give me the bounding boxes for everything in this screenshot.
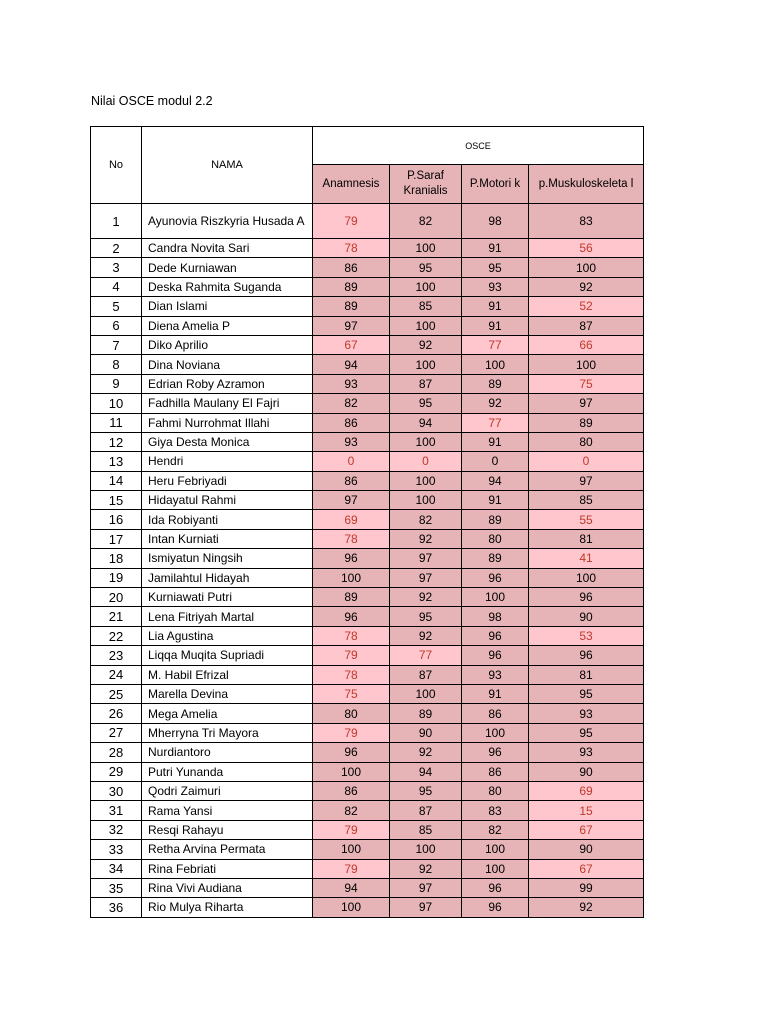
score-motorik: 91	[462, 432, 529, 451]
score-anamnesis: 97	[313, 316, 390, 335]
table-row	[91, 355, 644, 374]
score-anamnesis: 86	[313, 471, 390, 490]
row-number: 8	[91, 355, 142, 374]
score-saraf-kranialis: 97	[390, 568, 462, 587]
score-muskuloskeletal: 67	[529, 820, 644, 839]
row-number: 33	[91, 840, 142, 859]
table-row	[91, 452, 644, 471]
student-name: Heru Febriyadi	[142, 471, 313, 490]
table-row	[91, 277, 644, 296]
student-name: Ida Robiyanti	[142, 510, 313, 529]
score-anamnesis: 97	[313, 491, 390, 510]
score-motorik: 100	[462, 588, 529, 607]
row-number: 35	[91, 878, 142, 897]
score-anamnesis: 0	[313, 452, 390, 471]
score-anamnesis: 100	[313, 840, 390, 859]
score-saraf-kranialis: 100	[390, 316, 462, 335]
score-muskuloskeletal: 97	[529, 394, 644, 413]
score-saraf-kranialis: 95	[390, 781, 462, 800]
score-motorik: 91	[462, 684, 529, 703]
score-muskuloskeletal: 66	[529, 335, 644, 354]
student-name: Candra Novita Sari	[142, 239, 313, 258]
score-motorik: 95	[462, 258, 529, 277]
score-saraf-kranialis: 89	[390, 704, 462, 723]
score-muskuloskeletal: 41	[529, 549, 644, 568]
score-anamnesis: 100	[313, 898, 390, 917]
table-row	[91, 801, 644, 820]
student-name: Qodri Zaimuri	[142, 781, 313, 800]
row-number: 14	[91, 471, 142, 490]
score-anamnesis: 82	[313, 801, 390, 820]
table-row	[91, 510, 644, 529]
score-motorik: 0	[462, 452, 529, 471]
table-row	[91, 471, 644, 490]
row-number: 27	[91, 723, 142, 742]
row-number: 6	[91, 316, 142, 335]
score-muskuloskeletal: 15	[529, 801, 644, 820]
score-muskuloskeletal: 93	[529, 743, 644, 762]
header-saraf-kranialis: P.Saraf Kranialis	[390, 165, 462, 204]
score-motorik: 77	[462, 413, 529, 432]
table-body	[91, 204, 644, 918]
score-muskuloskeletal: 95	[529, 723, 644, 742]
student-name: Jamilahtul Hidayah	[142, 568, 313, 587]
score-anamnesis: 86	[313, 413, 390, 432]
score-anamnesis: 79	[313, 646, 390, 665]
score-saraf-kranialis: 87	[390, 801, 462, 820]
score-saraf-kranialis: 92	[390, 743, 462, 762]
student-name: Retha Arvina Permata	[142, 840, 313, 859]
score-saraf-kranialis: 92	[390, 529, 462, 548]
score-anamnesis: 100	[313, 762, 390, 781]
score-saraf-kranialis: 95	[390, 607, 462, 626]
student-name: Dede Kurniawan	[142, 258, 313, 277]
row-number: 1	[91, 204, 142, 239]
score-anamnesis: 96	[313, 743, 390, 762]
row-number: 7	[91, 335, 142, 354]
score-motorik: 94	[462, 471, 529, 490]
score-saraf-kranialis: 100	[390, 355, 462, 374]
table-row	[91, 413, 644, 432]
score-muskuloskeletal: 83	[529, 204, 644, 239]
score-motorik: 96	[462, 568, 529, 587]
student-name: Edrian Roby Azramon	[142, 374, 313, 393]
table-row	[91, 394, 644, 413]
score-muskuloskeletal: 81	[529, 665, 644, 684]
score-muskuloskeletal: 90	[529, 607, 644, 626]
row-number: 5	[91, 297, 142, 316]
score-motorik: 91	[462, 316, 529, 335]
score-muskuloskeletal: 96	[529, 588, 644, 607]
osce-score-table	[90, 126, 644, 918]
student-name: Intan Kurniati	[142, 529, 313, 548]
score-anamnesis: 78	[313, 626, 390, 645]
header-anamnesis: Anamnesis	[313, 165, 390, 204]
score-muskuloskeletal: 90	[529, 840, 644, 859]
student-name: Resqi Rahayu	[142, 820, 313, 839]
score-anamnesis: 86	[313, 781, 390, 800]
row-number: 30	[91, 781, 142, 800]
score-motorik: 93	[462, 665, 529, 684]
score-motorik: 86	[462, 762, 529, 781]
score-motorik: 100	[462, 723, 529, 742]
table-row	[91, 743, 644, 762]
table-row	[91, 239, 644, 258]
score-anamnesis: 78	[313, 665, 390, 684]
score-saraf-kranialis: 94	[390, 413, 462, 432]
student-name: Fadhilla Maulany El Fajri	[142, 394, 313, 413]
student-name: Dian Islami	[142, 297, 313, 316]
table-row	[91, 588, 644, 607]
table-row	[91, 840, 644, 859]
score-saraf-kranialis: 92	[390, 626, 462, 645]
student-name: Rio Mulya Riharta	[142, 898, 313, 917]
score-anamnesis: 96	[313, 549, 390, 568]
score-motorik: 83	[462, 801, 529, 820]
table-row	[91, 704, 644, 723]
student-name: Fahmi Nurrohmat Illahi	[142, 413, 313, 432]
table-row	[91, 258, 644, 277]
score-saraf-kranialis: 100	[390, 471, 462, 490]
score-muskuloskeletal: 80	[529, 432, 644, 451]
score-saraf-kranialis: 92	[390, 335, 462, 354]
score-saraf-kranialis: 100	[390, 684, 462, 703]
score-saraf-kranialis: 92	[390, 859, 462, 878]
score-anamnesis: 80	[313, 704, 390, 723]
student-name: Rina Vivi Audiana	[142, 878, 313, 897]
student-name: Diena Amelia P	[142, 316, 313, 335]
score-motorik: 89	[462, 549, 529, 568]
row-number: 17	[91, 529, 142, 548]
score-saraf-kranialis: 85	[390, 297, 462, 316]
table-row	[91, 762, 644, 781]
table-row	[91, 529, 644, 548]
score-muskuloskeletal: 92	[529, 898, 644, 917]
score-saraf-kranialis: 90	[390, 723, 462, 742]
student-name: Putri Yunanda	[142, 762, 313, 781]
row-number: 19	[91, 568, 142, 587]
score-anamnesis: 67	[313, 335, 390, 354]
score-muskuloskeletal: 92	[529, 277, 644, 296]
row-number: 16	[91, 510, 142, 529]
score-muskuloskeletal: 56	[529, 239, 644, 258]
score-saraf-kranialis: 100	[390, 491, 462, 510]
score-muskuloskeletal: 96	[529, 646, 644, 665]
score-muskuloskeletal: 100	[529, 258, 644, 277]
student-name: Deska Rahmita Suganda	[142, 277, 313, 296]
table-row	[91, 781, 644, 800]
table-row	[91, 549, 644, 568]
score-anamnesis: 86	[313, 258, 390, 277]
score-saraf-kranialis: 87	[390, 374, 462, 393]
score-saraf-kranialis: 82	[390, 204, 462, 239]
score-muskuloskeletal: 55	[529, 510, 644, 529]
score-motorik: 92	[462, 394, 529, 413]
row-number: 28	[91, 743, 142, 762]
score-saraf-kranialis: 100	[390, 239, 462, 258]
score-saraf-kranialis: 94	[390, 762, 462, 781]
score-saraf-kranialis: 95	[390, 258, 462, 277]
table-row	[91, 607, 644, 626]
table-row	[91, 374, 644, 393]
table-row	[91, 646, 644, 665]
score-anamnesis: 79	[313, 820, 390, 839]
score-motorik: 86	[462, 704, 529, 723]
score-motorik: 80	[462, 529, 529, 548]
row-number: 10	[91, 394, 142, 413]
table-row	[91, 568, 644, 587]
row-number: 31	[91, 801, 142, 820]
score-saraf-kranialis: 77	[390, 646, 462, 665]
student-name: Ayunovia Riszkyria Husada A	[142, 204, 313, 239]
header-no: No	[91, 127, 142, 204]
row-number: 32	[91, 820, 142, 839]
table-row	[91, 878, 644, 897]
score-anamnesis: 89	[313, 297, 390, 316]
row-number: 3	[91, 258, 142, 277]
student-name: M. Habil Efrizal	[142, 665, 313, 684]
score-saraf-kranialis: 97	[390, 898, 462, 917]
score-motorik: 80	[462, 781, 529, 800]
score-muskuloskeletal: 67	[529, 859, 644, 878]
score-saraf-kranialis: 87	[390, 665, 462, 684]
table-row	[91, 820, 644, 839]
score-anamnesis: 96	[313, 607, 390, 626]
row-number: 13	[91, 452, 142, 471]
score-motorik: 89	[462, 510, 529, 529]
score-motorik: 77	[462, 335, 529, 354]
score-muskuloskeletal: 0	[529, 452, 644, 471]
student-name: Giya Desta Monica	[142, 432, 313, 451]
table-row	[91, 335, 644, 354]
row-number: 34	[91, 859, 142, 878]
row-number: 36	[91, 898, 142, 917]
score-motorik: 93	[462, 277, 529, 296]
student-name: Kurniawati Putri	[142, 588, 313, 607]
student-name: Rina Febriati	[142, 859, 313, 878]
score-anamnesis: 78	[313, 239, 390, 258]
score-motorik: 96	[462, 898, 529, 917]
student-name: Dina Noviana	[142, 355, 313, 374]
score-muskuloskeletal: 93	[529, 704, 644, 723]
row-number: 23	[91, 646, 142, 665]
score-muskuloskeletal: 69	[529, 781, 644, 800]
table-row	[91, 898, 644, 917]
header-nama: NAMA	[142, 127, 313, 204]
student-name: Hidayatul Rahmi	[142, 491, 313, 510]
row-number: 29	[91, 762, 142, 781]
header-muskuloskeletal: p.Muskuloskeleta l	[529, 165, 644, 204]
score-motorik: 82	[462, 820, 529, 839]
row-number: 18	[91, 549, 142, 568]
row-number: 2	[91, 239, 142, 258]
score-muskuloskeletal: 100	[529, 568, 644, 587]
score-muskuloskeletal: 97	[529, 471, 644, 490]
score-muskuloskeletal: 87	[529, 316, 644, 335]
score-saraf-kranialis: 92	[390, 588, 462, 607]
row-number: 21	[91, 607, 142, 626]
score-muskuloskeletal: 53	[529, 626, 644, 645]
score-anamnesis: 100	[313, 568, 390, 587]
table-row	[91, 859, 644, 878]
student-name: Rama Yansi	[142, 801, 313, 820]
score-motorik: 96	[462, 878, 529, 897]
table-row	[91, 491, 644, 510]
student-name: Diko Aprilio	[142, 335, 313, 354]
score-muskuloskeletal: 85	[529, 491, 644, 510]
score-muskuloskeletal: 81	[529, 529, 644, 548]
score-muskuloskeletal: 90	[529, 762, 644, 781]
student-name: Lena Fitriyah Martal	[142, 607, 313, 626]
score-anamnesis: 93	[313, 374, 390, 393]
score-anamnesis: 89	[313, 588, 390, 607]
row-number: 20	[91, 588, 142, 607]
score-anamnesis: 79	[313, 723, 390, 742]
score-motorik: 100	[462, 840, 529, 859]
score-anamnesis: 94	[313, 355, 390, 374]
score-saraf-kranialis: 97	[390, 549, 462, 568]
score-motorik: 98	[462, 204, 529, 239]
table-row	[91, 204, 644, 239]
score-motorik: 91	[462, 491, 529, 510]
score-motorik: 91	[462, 239, 529, 258]
row-number: 11	[91, 413, 142, 432]
score-anamnesis: 75	[313, 684, 390, 703]
score-saraf-kranialis: 97	[390, 878, 462, 897]
document-title: Nilai OSCE modul 2.2	[91, 94, 213, 108]
table-row	[91, 626, 644, 645]
score-saraf-kranialis: 82	[390, 510, 462, 529]
score-muskuloskeletal: 52	[529, 297, 644, 316]
score-anamnesis: 78	[313, 529, 390, 548]
score-muskuloskeletal: 75	[529, 374, 644, 393]
table-row	[91, 723, 644, 742]
table-row	[91, 684, 644, 703]
table-row	[91, 316, 644, 335]
score-muskuloskeletal: 89	[529, 413, 644, 432]
score-anamnesis: 93	[313, 432, 390, 451]
score-muskuloskeletal: 99	[529, 878, 644, 897]
score-anamnesis: 79	[313, 859, 390, 878]
student-name: Mega Amelia	[142, 704, 313, 723]
score-saraf-kranialis: 100	[390, 277, 462, 296]
header-motorik: P.Motori k	[462, 165, 529, 204]
score-saraf-kranialis: 100	[390, 840, 462, 859]
row-number: 26	[91, 704, 142, 723]
score-anamnesis: 82	[313, 394, 390, 413]
row-number: 4	[91, 277, 142, 296]
score-muskuloskeletal: 100	[529, 355, 644, 374]
header-osce: OSCE	[313, 127, 644, 165]
row-number: 12	[91, 432, 142, 451]
student-name: Marella Devina	[142, 684, 313, 703]
score-anamnesis: 89	[313, 277, 390, 296]
score-motorik: 98	[462, 607, 529, 626]
student-name: Lia Agustina	[142, 626, 313, 645]
row-number: 22	[91, 626, 142, 645]
score-muskuloskeletal: 95	[529, 684, 644, 703]
score-anamnesis: 94	[313, 878, 390, 897]
row-number: 25	[91, 684, 142, 703]
score-motorik: 100	[462, 355, 529, 374]
student-name: Hendri	[142, 452, 313, 471]
score-saraf-kranialis: 0	[390, 452, 462, 471]
table-row	[91, 665, 644, 684]
student-name: Liqqa Muqita Supriadi	[142, 646, 313, 665]
table-row	[91, 297, 644, 316]
score-motorik: 96	[462, 743, 529, 762]
student-name: Mherryna Tri Mayora	[142, 723, 313, 742]
score-motorik: 91	[462, 297, 529, 316]
score-motorik: 96	[462, 626, 529, 645]
score-motorik: 89	[462, 374, 529, 393]
student-name: Ismiyatun Ningsih	[142, 549, 313, 568]
score-saraf-kranialis: 100	[390, 432, 462, 451]
score-anamnesis: 69	[313, 510, 390, 529]
row-number: 24	[91, 665, 142, 684]
score-anamnesis: 79	[313, 204, 390, 239]
score-motorik: 96	[462, 646, 529, 665]
table-row	[91, 432, 644, 451]
student-name: Nurdiantoro	[142, 743, 313, 762]
score-saraf-kranialis: 95	[390, 394, 462, 413]
row-number: 9	[91, 374, 142, 393]
score-saraf-kranialis: 85	[390, 820, 462, 839]
score-motorik: 100	[462, 859, 529, 878]
row-number: 15	[91, 491, 142, 510]
